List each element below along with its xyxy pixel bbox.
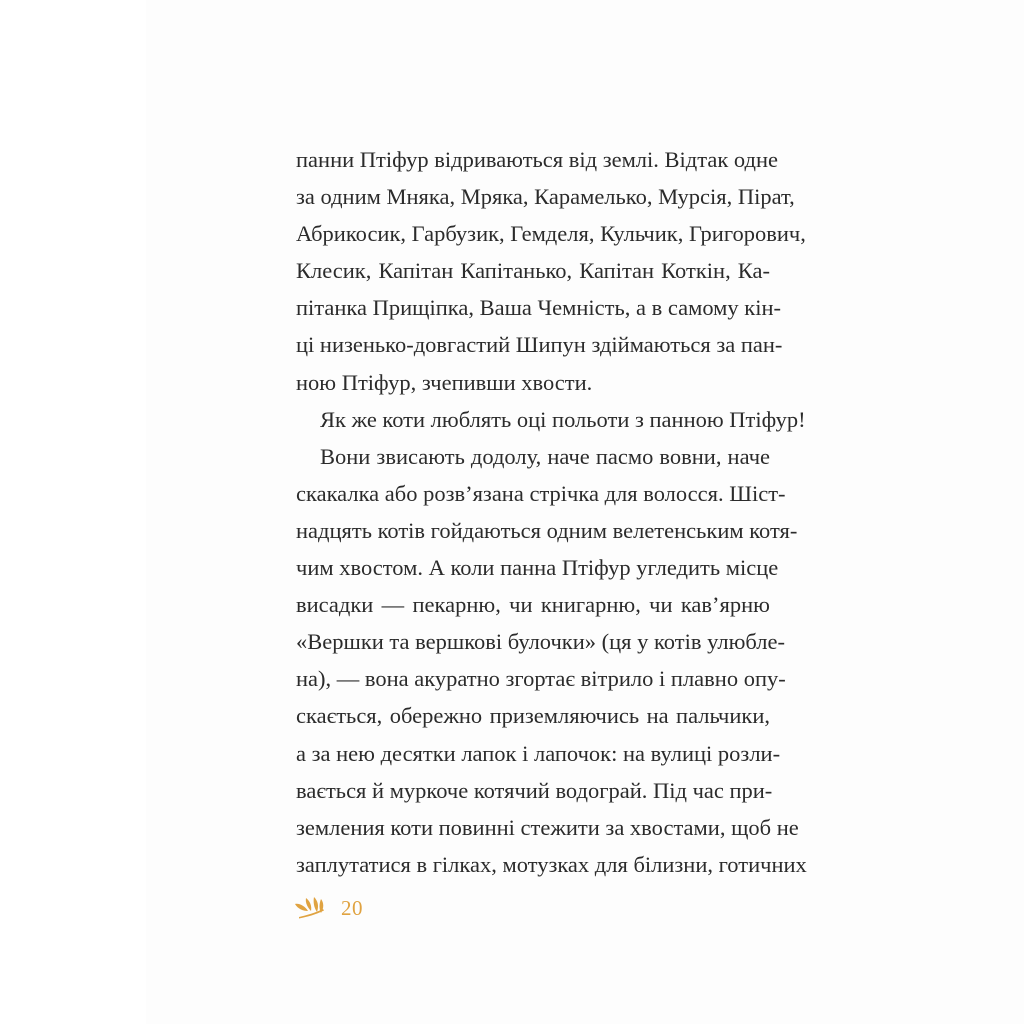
text-line: скакалка або розв’язана стрічка для волосся. Шіст- <box>296 480 786 506</box>
text-line: за одним Мняка, Мряка, Карамелько, Мурсія, Пірат, <box>296 184 795 210</box>
text-line: скається, обережно приземляючись на пальчики, <box>296 703 770 729</box>
text-line: надцять котів гойдаються одним велетенським котя- <box>296 517 798 543</box>
text-line: пітанка Прищіпка, Ваша Чемність, а в самому кін- <box>296 295 782 321</box>
body-text <box>296 141 807 883</box>
text-line: земления коти повинні стежити за хвостами, щоб не <box>296 814 799 840</box>
text-line: заплутатися в гілках, мотузках для білизни, готичних <box>296 851 807 877</box>
text-line: панни Птіфур відриваються від землі. Відтак одне <box>296 147 778 172</box>
text-line: висадки — пекарню, чи книгарню, чи кав’ярню <box>296 592 770 618</box>
page-number: 20 <box>341 895 363 920</box>
wheat-sprig-icon <box>293 895 327 921</box>
page-footer <box>293 895 363 921</box>
text-line: чим хвостом. А коли панна Птіфур угледить місце <box>296 555 779 581</box>
text-line: ці низенько-довгастий Шипун здіймаються за пан- <box>296 332 783 358</box>
text-line: Клесик, Капітан Капітанько, Капітан Коткін, Ка- <box>296 258 770 284</box>
text-line: на), — вона акуратно згортає вітрило і плавно опу- <box>296 666 786 692</box>
text-line: «Вершки та вершкові булочки» (ця у котів улюбле- <box>296 629 785 655</box>
text-line: а за нею десятки лапок і лапочок: на вулиці розли- <box>296 740 781 766</box>
text-line: вається й муркоче котячий водограй. Під час при- <box>296 777 773 803</box>
text-line: Вони звисають додолу, наче пасмо вовни, наче <box>320 443 770 469</box>
text-line: Абрикосик, Гарбузик, Гемделя, Кульчик, Григорович, <box>296 221 806 247</box>
text-line: Як же коти люблять оці польоти з панною Птіфур! <box>320 406 806 432</box>
text-line: ною Птіфур, зчепивши хвости. <box>296 369 593 395</box>
